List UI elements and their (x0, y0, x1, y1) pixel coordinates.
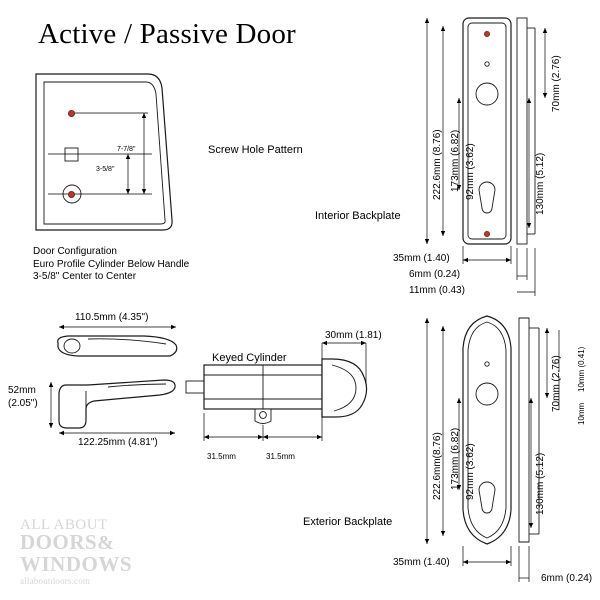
exterior-height-overall-label: 222.6mm(8.76) (432, 432, 443, 500)
interior-thickness-label: 6mm (0.24) (409, 269, 461, 280)
exterior-width-label: 35mm (1.40) (393, 557, 450, 568)
screw-hole-pattern-drawing (32, 70, 192, 235)
thumbturn-dim-label: 30mm (1.81) (325, 330, 382, 341)
interior-dim-70-label: 70mm (2.76) (551, 55, 562, 112)
lever-handle-drawing (48, 325, 188, 435)
cylinder-right-half-label: 31.5mm (266, 452, 295, 461)
page-title: Active / Passive Door (38, 18, 296, 50)
screw-hole-bottom (68, 191, 75, 198)
exterior-height-inner-label: 173mm (6.82) (450, 427, 461, 490)
interior-screw-top (484, 31, 490, 37)
handle-overall-label: 122.25mm (4.81") (78, 437, 158, 448)
cylinder-left-half-label: 31.5mm (207, 452, 236, 461)
interior-backplate-label: Interior Backplate (315, 210, 401, 222)
keyed-cylinder-label: Keyed Cylinder (212, 352, 287, 364)
interior-height-overall-label: 222.6mm (8.76) (432, 129, 443, 200)
watermark-line-3: WINDOWS (20, 551, 133, 576)
interior-dim-130-label: 130mm (5.12) (535, 152, 546, 215)
watermark-logo (20, 518, 132, 585)
keyed-cylinder-drawing (186, 325, 381, 450)
handle-height-line2: (2.05") (8, 397, 38, 409)
watermark-url: allaboutdoors.com (20, 575, 91, 586)
interior-dim-92-label: 92mm (3.62) (465, 143, 476, 200)
screw-hole-pattern-label: Screw Hole Pattern (208, 144, 303, 156)
exterior-dim-92-label: 92mm (3.62) (465, 443, 476, 500)
handle-length-label: 110.5mm (4.35") (75, 312, 149, 323)
caption-line-3: 3-5/8" Center to Center (33, 271, 137, 282)
exterior-backplate-label: Exterior Backplate (303, 516, 393, 528)
exterior-dim-70-label: 70mm (2.76) (551, 355, 562, 412)
exterior-dim-130-label: 130mm (5.12) (535, 452, 546, 515)
exterior-dim-10-041-label: 10mm (0.41) (577, 346, 586, 392)
exterior-backplate-drawing (455, 312, 565, 552)
exterior-dim-10-label: 10mm (577, 402, 586, 425)
interior-screw-bottom (484, 231, 490, 237)
screw-hole-top (68, 110, 75, 117)
caption-line-1: Door Configuration (33, 246, 117, 257)
watermark-line-2 (20, 532, 132, 553)
door-configuration-caption (33, 246, 189, 284)
interior-height-inner-label: 173mm (6.82) (450, 129, 461, 192)
handle-height-label (8, 385, 38, 410)
screw-dim-upper: 7-7/8" (117, 146, 136, 153)
interior-width-label: 35mm (1.40) (393, 253, 450, 264)
watermark-line-1: ALL ABOUT (20, 517, 108, 533)
caption-line-2: Euro Profile Cylinder Below Handle (33, 258, 190, 270)
handle-height-line1: 52mm (8, 385, 36, 396)
screw-dim-lower: 3-5/8" (96, 166, 115, 173)
watermark-ampersand: & (97, 532, 115, 555)
watermark-doors-text: DOORS (20, 530, 98, 555)
exterior-thickness-label: 6mm (0.24) (541, 573, 593, 584)
interior-offset-label: 11mm (0.43) (409, 285, 465, 296)
